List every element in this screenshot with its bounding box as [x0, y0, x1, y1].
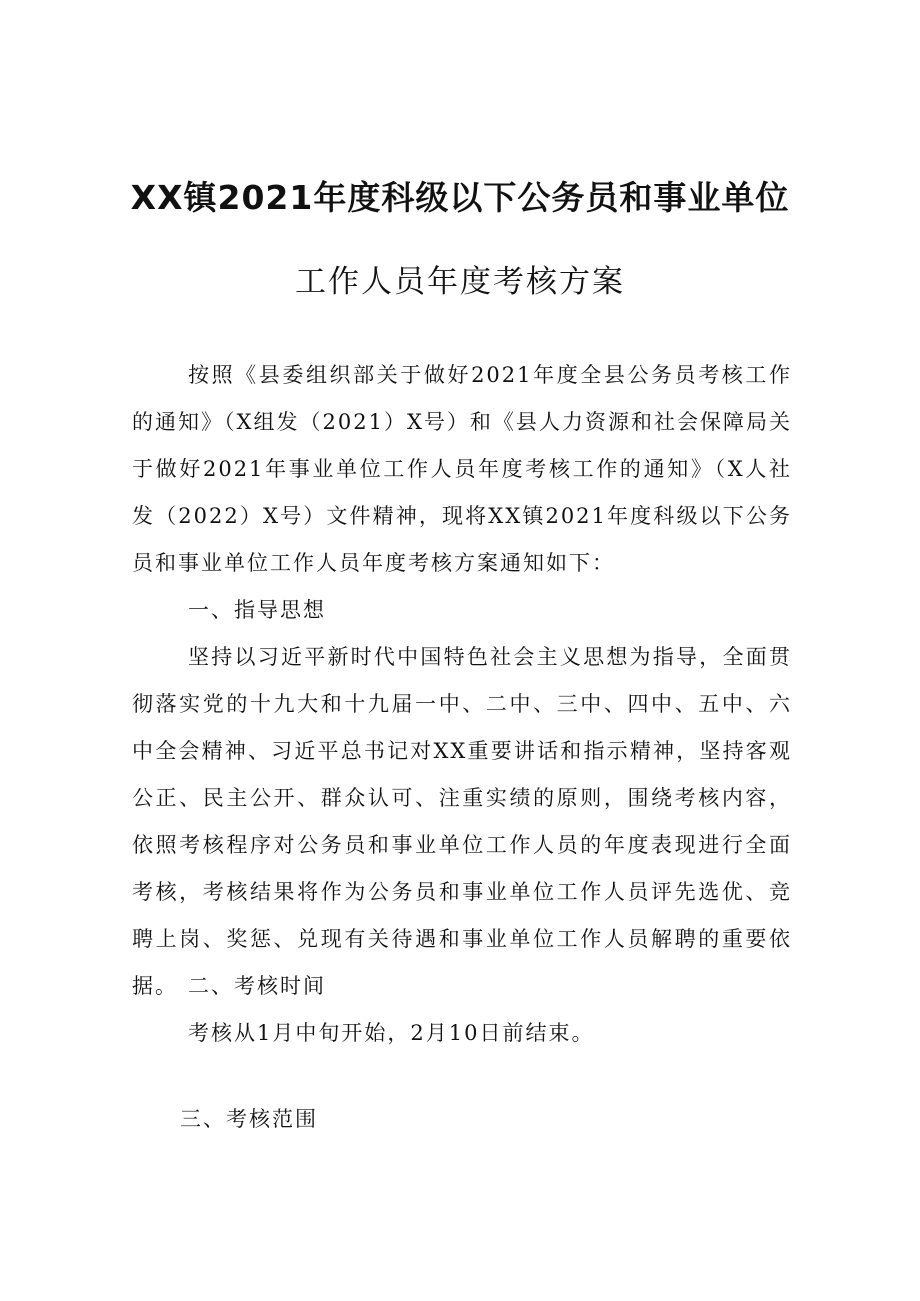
document-title-line2: 工作人员年度考核方案: [295, 264, 625, 300]
section-heading-assessment-time: 二、考核时间: [188, 974, 326, 998]
document-title-line1: XX镇2021年度科级以下公务员和事业单位: [130, 178, 790, 217]
section-heading-guiding-thought: 一、指导思想: [188, 598, 326, 622]
assessment-time-paragraph: 考核从1月中旬开始，2月10日前结束。: [188, 1021, 595, 1045]
intro-paragraph: 按照《县委组织部关于做好2021年度全县公务员考核工作的通知》（X组发（2021）X号）和《县人力资源和社会保障局关于做好2021年事业单位工作人员年度考核工作的通知》（X人社发（2022）X号）文件精神，现将XX镇2021年度科级以下公务员和事业单位工作人员年度考核方案通知如下：: [132, 363, 792, 575]
guiding-thought-paragraph: 坚持以习近平新时代中国特色社会主义思想为指导，全面贯彻落实党的十九大和十九届一中、二中、三中、四中、五中、六中全会精神、习近平总书记对XX重要讲话和指示精神，坚持客观公正、民主公开、群众认可、注重实绩的原则，围绕考核内容，依照考核程序对公务员和事业单位工作人员的年度表现进行全面考核，考核结果将作为公务员和事业单位工作人员评先选优、竞聘上岗、奖惩、兑现有关待遇和事业单位工作人员解聘的重要依据。: [132, 645, 792, 998]
section-heading-assessment-scope: 三、考核范围: [180, 1107, 318, 1131]
